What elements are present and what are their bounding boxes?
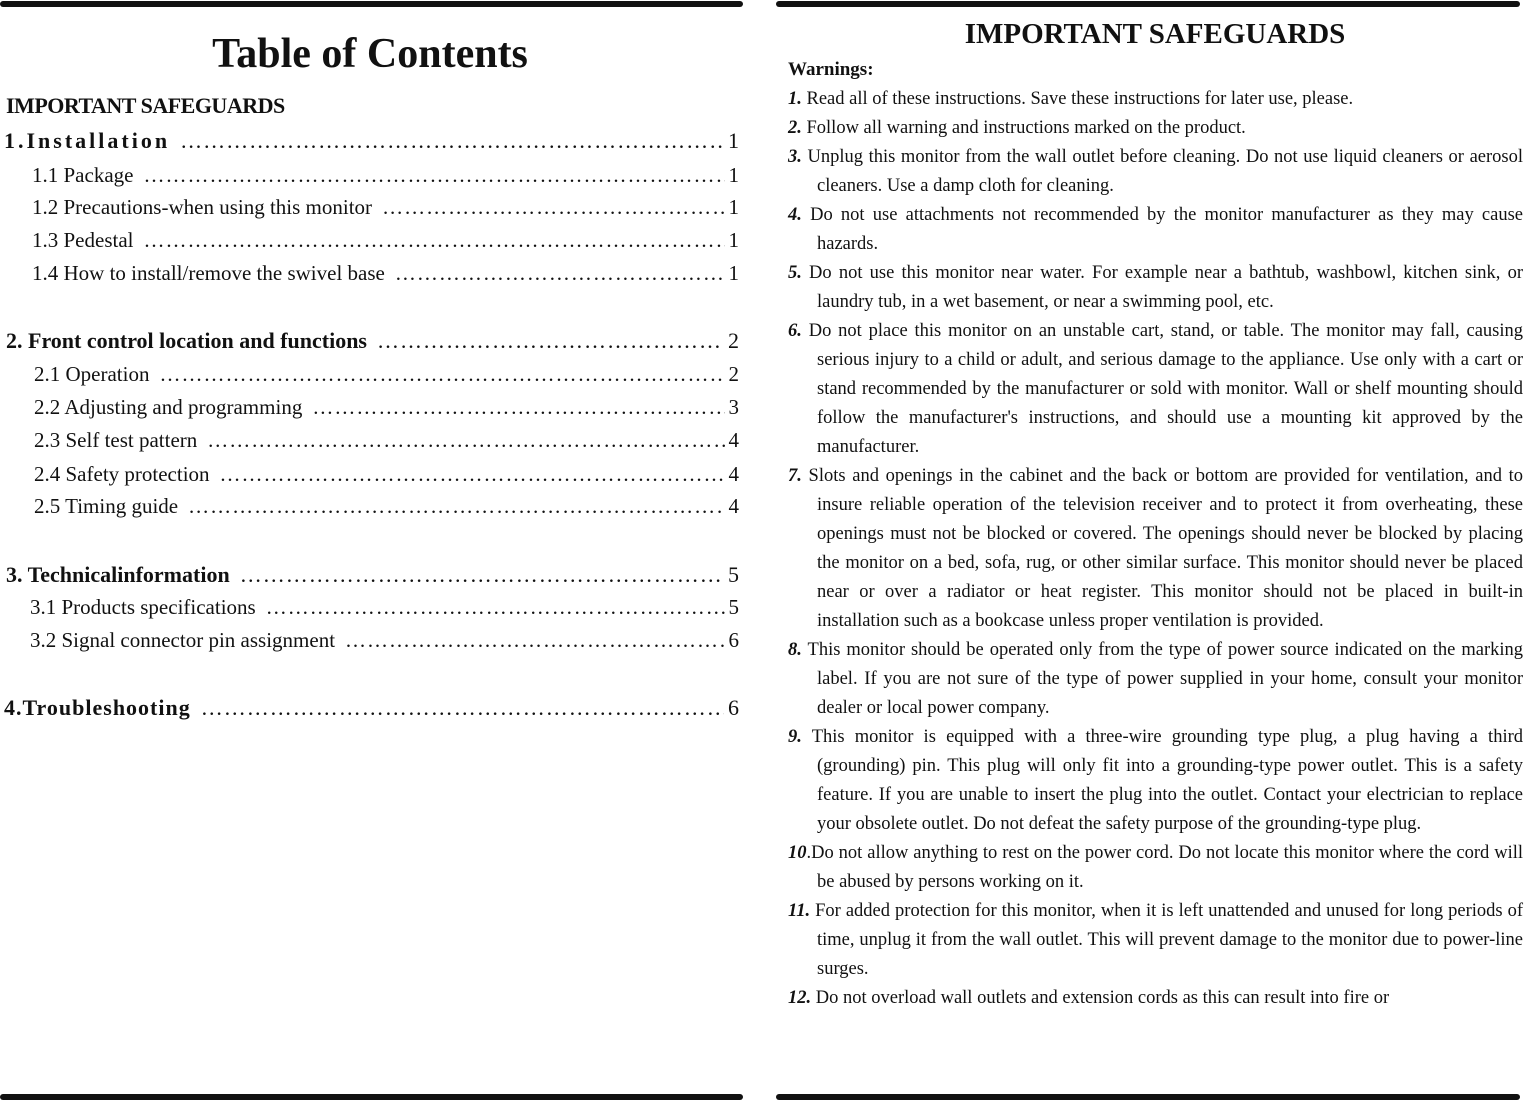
safeguards-list bbox=[788, 85, 1523, 1013]
safeguard-item: 5. Do not use this monitor near water. For example near a bathtub, washbowl, kitchen sink, or laundry tub, in a wet basement, or near a swimming pool, etc. bbox=[788, 263, 1523, 312]
toc-entry[interactable]: 2.1 Operation ………………………………………………………………………………………………………………………………………… 2 bbox=[34, 362, 739, 387]
safeguard-item: 3. Unplug this monitor from the wall outlet before cleaning. Do not use liquid cleaners or aerosol cleaners. Use a damp cloth for cleaning. bbox=[788, 147, 1523, 196]
safeguard-item: 11. For added protection for this monitor, when it is left unattended and unused for long periods of time, unplug it from the wall outlet. This will prevent damage to the monitor due to power-line surges. bbox=[788, 901, 1523, 979]
warnings-label: Warnings: bbox=[788, 59, 874, 80]
safeguard-item: 10.Do not allow anything to rest on the power cord. Do not locate this monitor where the cord will be abused by persons working on it. bbox=[788, 843, 1523, 892]
safeguard-item: 2. Follow all warning and instructions marked on the product. bbox=[788, 118, 1246, 138]
toc-entry[interactable]: 2.4 Safety protection ………………………………………………………………………………………………………………………………………… 4 bbox=[34, 462, 739, 487]
safeguard-item: 4. Do not use attachments not recommended by the monitor manufacturer as they may cause hazards. bbox=[788, 205, 1523, 254]
safeguard-item: 6. Do not place this monitor on an unstable cart, stand, or table. The monitor may fall, causing serious injury to a child or adult, and serious damage to the appliance. Use only with a cart or stand recommended by the manufacturer or sold with monitor. Wall or shelf mounting should follow the manufacturer's instructions, and should use a mounting kit approved by the manufacturer. bbox=[788, 321, 1523, 457]
bottom-rule-left bbox=[0, 1094, 743, 1100]
toc-title: Table of Contents bbox=[212, 31, 528, 77]
safeguard-item: 1. Read all of these instructions. Save these instructions for later use, please. bbox=[788, 89, 1354, 109]
toc-entry[interactable]: 3.1 Products specifications ………………………………………………………………………………………………………………………………………… 5 bbox=[30, 595, 739, 620]
toc-entry[interactable]: 1.3 Pedestal ………………………………………………………………………………………………………………………………………… 1 bbox=[32, 228, 739, 253]
toc-entry[interactable]: 3. Technicalinformation ………………………………………………………………………………………………………………………………………… 5 bbox=[6, 562, 739, 588]
toc-entry[interactable]: 1.Installation ………………………………………………………………………………………………………………………………………… 1 bbox=[4, 128, 739, 154]
safeguards-title: IMPORTANT SAFEGUARDS bbox=[964, 18, 1346, 50]
toc-entry[interactable]: 1.2 Precautions-when using this monitor ………………………………………………………………………………………………………………………………………… 1 bbox=[32, 195, 739, 220]
safeguard-item: 9. This monitor is equipped with a three-wire grounding type plug, a plug having a third (grounding) pin. This plug will only fit into a grounding-type power outlet. This is a safety feature. If you are unable to insert the plug into the outlet. Contact your electrician to replace your obsolete outlet. Do not defeat the safety purpose of the grounding-type plug. bbox=[788, 727, 1523, 834]
safeguard-item: 7. Slots and openings in the cabinet and the back or bottom are provided for ventilation, and to insure reliable operation of the television receiver and to protect it from overheating, these openings must not be blocked or covered. The openings should never be blocked by placing the monitor on a bed, sofa, rug, or other similar surface. This monitor should never be placed near or over a radiator or heat register. This monitor should not be placed in built-in installation such as a bookcase unless proper ventilation is provided. bbox=[788, 466, 1523, 631]
top-rule-left bbox=[0, 1, 743, 7]
safeguard-item: 12. Do not overload wall outlets and extension cords as this can result into fire or bbox=[788, 988, 1390, 1008]
toc-entry[interactable]: 2. Front control location and functions ………………………………………………………………………………………………………………………………………… 2 bbox=[6, 328, 739, 354]
toc-entry[interactable]: 4.Troubleshooting ………………………………………………………………………………………………………………………………………… 6 bbox=[4, 695, 739, 721]
toc-entry[interactable]: 2.5 Timing guide ………………………………………………………………………………………………………………………………………… 4 bbox=[34, 494, 739, 519]
safeguard-item: 8. This monitor should be operated only from the type of power source indicated on the marking label. If you are not sure of the type of power supplied in your home, consult your monitor dealer or local power company. bbox=[788, 640, 1523, 718]
toc-safeguards-heading: IMPORTANT SAFEGUARDS bbox=[6, 93, 285, 118]
toc-entry[interactable]: 3.2 Signal connector pin assignment ………………………………………………………………………………………………………………………………………… 6 bbox=[30, 628, 739, 653]
toc-entry[interactable]: 1.1 Package ………………………………………………………………………………………………………………………………………… 1 bbox=[32, 163, 739, 188]
toc-entry[interactable]: 1.4 How to install/remove the swivel base ………………………………………………………………………………………………………………………………………… 1 bbox=[32, 261, 739, 286]
toc-entry[interactable]: 2.3 Self test pattern ………………………………………………………………………………………………………………………………………… 4 bbox=[34, 428, 739, 453]
top-rule-right bbox=[776, 1, 1520, 7]
toc-entry[interactable]: 2.2 Adjusting and programming ………………………………………………………………………………………………………………………………………… 3 bbox=[34, 395, 739, 420]
bottom-rule-right bbox=[776, 1094, 1520, 1100]
